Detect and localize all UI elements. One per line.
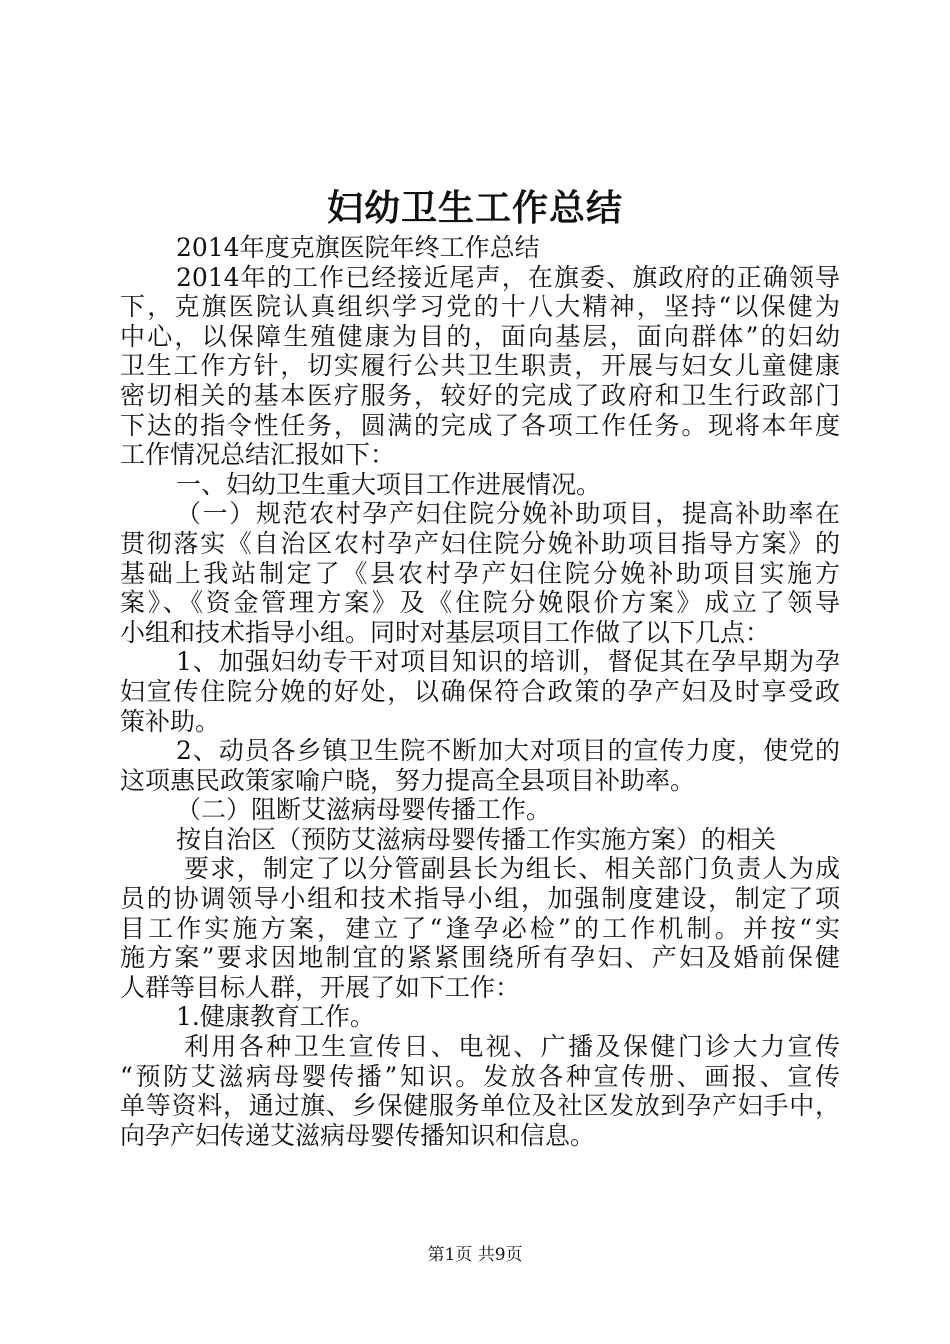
page-footer: 第1页 共9页 — [427, 1245, 523, 1265]
paragraph-line: 下，克旗医院认真组织学习党的十八大精神，坚持“以保健为 — [120, 292, 840, 322]
paragraph-line: 要求，制定了以分管副县长为组长、相关部门负责人为成 — [184, 854, 840, 884]
paragraph-line: 员的协调领导小组和技术指导小组，加强制度建设，制定了项 — [120, 884, 840, 914]
paragraph-line: （二）阻断艾滋病母婴传播工作。 — [176, 795, 552, 825]
paragraph-line: 小组和技术指导小组。同时对基层项目工作做了以下几点： — [120, 617, 771, 647]
paragraph-line: 利用各种卫生宣传日、电视、广播及保健门诊大力宣传 — [184, 1032, 840, 1062]
paragraph-line: 贯彻落实《自治区农村孕产妇住院分娩补助项目指导方案》的 — [120, 528, 840, 558]
document-body — [120, 233, 840, 1150]
paragraph-line: 按自治区（预防艾滋病母婴传播工作实施方案）的相关 — [176, 824, 777, 854]
paragraph-line: 向孕产妇传递艾滋病母婴传播知识和信息。 — [120, 1120, 596, 1150]
paragraph-line: 妇宣传住院分娩的好处，以确保符合政策的孕产妇及时享受政 — [120, 676, 840, 706]
paragraph-line: 工作情况总结汇报如下： — [120, 440, 396, 470]
paragraph-line: 施方案”要求因地制宜的紧紧围绕所有孕妇、产妇及婚前保健 — [120, 943, 840, 973]
paragraph-line: 2014年度克旗医院年终工作总结 — [176, 233, 540, 262]
paragraph-line: （一）规范农村孕产妇住院分娩补助项目，提高补助率在 — [176, 499, 840, 529]
page-title: 妇幼卫生工作总结 — [326, 187, 623, 229]
paragraph-line: 密切相关的基本医疗服务，较好的完成了政府和卫生行政部门 — [120, 380, 840, 410]
paragraph-line: “预防艾滋病母婴传播”知识。发放各种宣传册、画报、宣传 — [120, 1061, 840, 1091]
paragraph-line: 策补助。 — [120, 706, 221, 736]
paragraph-line: 目工作实施方案，建立了“逢孕必检”的工作机制。并按“实 — [120, 913, 840, 943]
paragraph-line: 这项惠民政策家喻户晓，努力提高全县项目补助率。 — [120, 765, 696, 795]
paragraph-line: 下达的指令性任务，圆满的完成了各项工作任务。现将本年度 — [120, 410, 840, 440]
paragraph-line: 2、动员各乡镇卫生院不断加大对项目的宣传力度，使党的 — [176, 736, 840, 766]
paragraph-line: 单等资料，通过旗、乡保健服务单位及社区发放到孕产妇手中， — [120, 1091, 840, 1121]
paragraph-line: 中心，以保障生殖健康为目的，面向基层，面向群体”的妇幼 — [120, 321, 840, 351]
paragraph-line: 案》、《资金管理方案》及《住院分娩限价方案》成立了领导 — [120, 588, 840, 618]
paragraph-line: 1.健康教育工作。 — [176, 1002, 375, 1032]
paragraph-line: 卫生工作方针，切实履行公共卫生职责，开展与妇女儿童健康 — [120, 351, 840, 381]
paragraph-line: 2014年的工作已经接近尾声，在旗委、旗政府的正确领导 — [176, 262, 840, 292]
paragraph-line: 基础上我站制定了《县农村孕产妇住院分娩补助项目实施方 — [120, 558, 840, 588]
paragraph-line: 人群等目标人群，开展了如下工作： — [120, 972, 521, 1002]
paragraph-line: 1、加强妇幼专干对项目知识的培训，督促其在孕早期为孕 — [176, 647, 840, 677]
paragraph-line: 一、妇幼卫生重大项目工作进展情况。 — [176, 469, 602, 499]
